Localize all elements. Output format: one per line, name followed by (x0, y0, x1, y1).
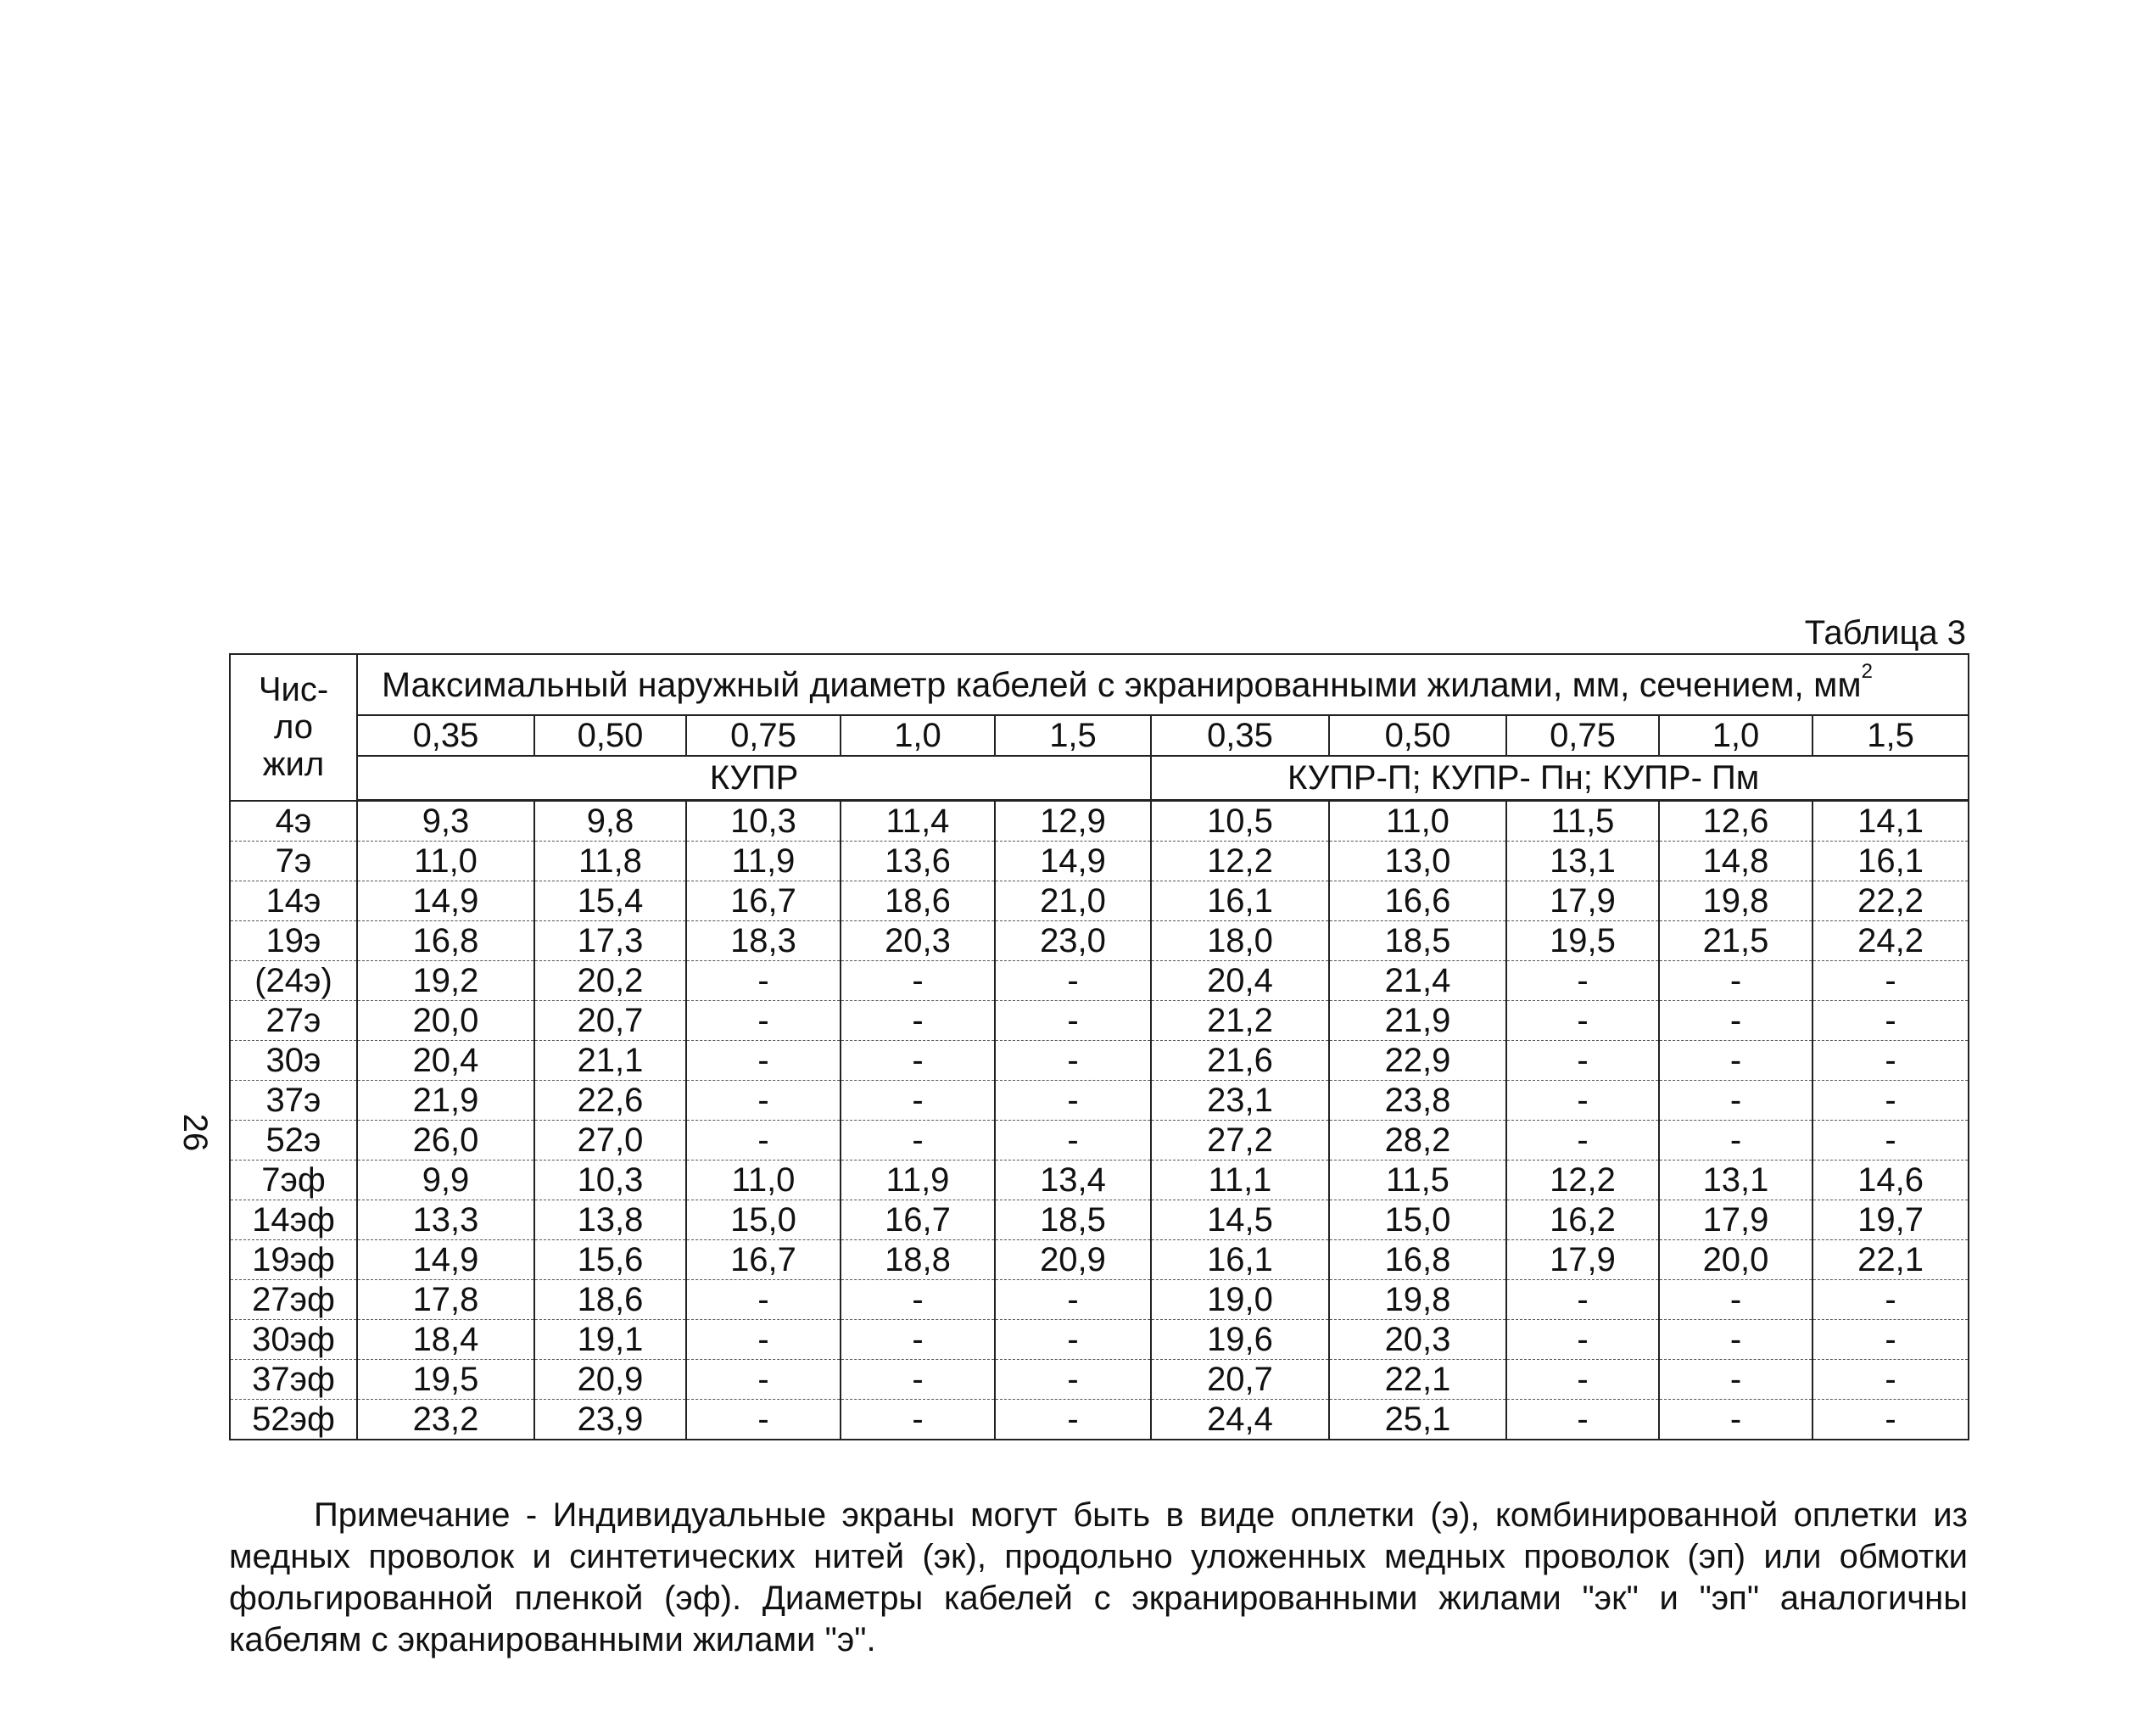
table-caption: Таблица 3 (1804, 614, 1966, 652)
table-cell: - (686, 1360, 841, 1400)
table-cell: 17,9 (1506, 881, 1659, 921)
table-cell: - (1506, 1001, 1659, 1041)
table-cell: 17,3 (534, 921, 686, 961)
table-cell: - (841, 1001, 995, 1041)
table-cell: 18,8 (841, 1240, 995, 1280)
table-cell: 19,5 (357, 1360, 534, 1400)
table-cell: 21,1 (534, 1041, 686, 1081)
table-row (230, 1400, 1969, 1440)
group-kupr-p: КУПР-П; КУПР- Пн; КУПР- Пм (1151, 756, 1969, 801)
table-cell: - (841, 1400, 995, 1440)
table-cell: - (841, 1081, 995, 1121)
table-row (230, 842, 1969, 881)
table-cell: - (686, 1081, 841, 1121)
table-row (230, 1121, 1969, 1161)
table-cell: 22,1 (1329, 1360, 1506, 1400)
table-cell: 13,0 (1329, 842, 1506, 881)
corner-header (230, 654, 357, 801)
table-cell: 16,1 (1812, 842, 1969, 881)
table-cell: - (1506, 1041, 1659, 1081)
table-cell: 19,7 (1812, 1200, 1969, 1240)
table-cell: - (995, 1081, 1151, 1121)
table-cell: 22,2 (1812, 881, 1969, 921)
table-cell: 21,5 (1659, 921, 1812, 961)
table-cell: 16,7 (686, 881, 841, 921)
table-row (230, 961, 1969, 1001)
table-row (230, 881, 1969, 921)
table-cell: - (1812, 1121, 1969, 1161)
table-cell: 16,8 (1329, 1240, 1506, 1280)
table-cell: 18,3 (686, 921, 841, 961)
section-header: 0,50 (534, 715, 686, 756)
table-cell: 22,9 (1329, 1041, 1506, 1081)
table-cell: - (1506, 1360, 1659, 1400)
row-label: 30э (230, 1041, 357, 1081)
row-label: 14э (230, 881, 357, 921)
table-cell: 16,7 (841, 1200, 995, 1240)
table-note: Примечание - Индивидуальные экраны могут быть в виде оплетки (э), комбинированной оплетки из медных проволок и синтетических нитей (эк), продольно уложенных медных проволок (эп) или обмотки фольгированной пленкой (эф). Диаметры кабелей с экранированными жилами "эк" и "эп" аналогичны кабелям с экранированными жилами "э". (229, 1496, 1968, 1658)
table-cell: 20,4 (1151, 961, 1329, 1001)
section-header: 0,35 (357, 715, 534, 756)
table-cell: - (995, 1121, 1151, 1161)
table-cell: - (1812, 1081, 1969, 1121)
table-row (230, 1161, 1969, 1200)
table-cell: 15,0 (1329, 1200, 1506, 1240)
table-cell: - (1506, 1400, 1659, 1440)
row-label: 52э (230, 1121, 357, 1161)
table-cell: - (995, 1400, 1151, 1440)
table-cell: - (686, 961, 841, 1001)
table-cell: 19,5 (1506, 921, 1659, 961)
table-cell: 9,8 (534, 801, 686, 842)
row-label: 19э (230, 921, 357, 961)
table-cell: 12,9 (995, 801, 1151, 842)
table-cell: 27,0 (534, 1121, 686, 1161)
table-cell: 22,1 (1812, 1240, 1969, 1280)
section-header: 1,5 (995, 715, 1151, 756)
table-cell: 21,6 (1151, 1041, 1329, 1081)
table-cell: 16,2 (1506, 1200, 1659, 1240)
table-row (230, 1001, 1969, 1041)
section-header: 0,50 (1329, 715, 1506, 756)
table-cell: - (1506, 1280, 1659, 1320)
table-cell: - (841, 961, 995, 1001)
table-cell: 10,3 (686, 801, 841, 842)
table-cell: 21,4 (1329, 961, 1506, 1001)
table-cell: - (1812, 1280, 1969, 1320)
section-header: 0,75 (1506, 715, 1659, 756)
row-label: 14эф (230, 1200, 357, 1240)
table-cell: 10,3 (534, 1161, 686, 1200)
table-cell: - (686, 1280, 841, 1320)
table-cell: 11,9 (686, 842, 841, 881)
row-label: 37эф (230, 1360, 357, 1400)
table-cell: 13,6 (841, 842, 995, 881)
table-row (230, 1200, 1969, 1240)
table-container (229, 653, 1968, 1440)
title-superscript: 2 (1861, 660, 1873, 683)
table-cell: 15,0 (686, 1200, 841, 1240)
table-cell: - (995, 961, 1151, 1001)
table-cell: - (1659, 1121, 1812, 1161)
section-header: 1,0 (841, 715, 995, 756)
table-cell: 9,3 (357, 801, 534, 842)
table-cell: 17,9 (1659, 1200, 1812, 1240)
table-cell: 14,8 (1659, 842, 1812, 881)
table-cell: - (1659, 961, 1812, 1001)
table-cell: - (841, 1320, 995, 1360)
row-label: 52эф (230, 1400, 357, 1440)
table-cell: 19,1 (534, 1320, 686, 1360)
table-cell: 14,9 (995, 842, 1151, 881)
table-cell: 16,6 (1329, 881, 1506, 921)
row-label: 7эф (230, 1161, 357, 1200)
table-cell: 12,6 (1659, 801, 1812, 842)
row-label: 27эф (230, 1280, 357, 1320)
table-cell: - (841, 1280, 995, 1320)
table-cell: 11,1 (1151, 1161, 1329, 1200)
group-kupr: КУПР (357, 756, 1151, 801)
table-cell: 17,9 (1506, 1240, 1659, 1280)
table-cell: 19,2 (357, 961, 534, 1001)
section-header: 1,5 (1812, 715, 1969, 756)
table-row (230, 1360, 1969, 1400)
table-cell: - (995, 1320, 1151, 1360)
table-title-cell (357, 654, 1969, 715)
table-cell: 20,9 (995, 1240, 1151, 1280)
row-label: 30эф (230, 1320, 357, 1360)
table-cell: 13,3 (357, 1200, 534, 1240)
table-cell: 27,2 (1151, 1121, 1329, 1161)
table-cell: - (1812, 1360, 1969, 1400)
table-cell: - (1659, 1081, 1812, 1121)
table-cell: 25,1 (1329, 1400, 1506, 1440)
section-header: 1,0 (1659, 715, 1812, 756)
table-row (230, 1320, 1969, 1360)
corner-line: ло (273, 708, 314, 747)
table-cell: 20,0 (1659, 1240, 1812, 1280)
table-cell: 13,1 (1659, 1161, 1812, 1200)
table-cell: 21,9 (357, 1081, 534, 1121)
table-cell: 16,7 (686, 1240, 841, 1280)
table-cell: 12,2 (1506, 1161, 1659, 1200)
table-cell: - (1659, 1400, 1812, 1440)
table-cell: - (841, 1360, 995, 1400)
table-cell: 20,7 (534, 1001, 686, 1041)
table-cell: - (686, 1121, 841, 1161)
table-cell: 11,4 (841, 801, 995, 842)
table-cell: 11,9 (841, 1161, 995, 1200)
table-cell: 21,0 (995, 881, 1151, 921)
table-cell: 12,2 (1151, 842, 1329, 881)
table-cell: 16,1 (1151, 1240, 1329, 1280)
table-cell: - (841, 1041, 995, 1081)
table-cell: 19,8 (1659, 881, 1812, 921)
table-cell: 23,1 (1151, 1081, 1329, 1121)
table-cell: 9,9 (357, 1161, 534, 1200)
table-cell: 22,6 (534, 1081, 686, 1121)
table-cell: 21,2 (1151, 1001, 1329, 1041)
table-cell: - (1506, 1081, 1659, 1121)
table-cell: - (1659, 1001, 1812, 1041)
table-cell: - (1506, 1320, 1659, 1360)
table-cell: - (995, 1280, 1151, 1320)
table-cell: 15,6 (534, 1240, 686, 1280)
table-cell: 20,7 (1151, 1360, 1329, 1400)
table-cell: 14,9 (357, 881, 534, 921)
table-row (230, 1041, 1969, 1081)
table-cell: 20,4 (357, 1041, 534, 1081)
table-cell: - (841, 1121, 995, 1161)
table-cell: 11,5 (1506, 801, 1659, 842)
table-cell: 14,5 (1151, 1200, 1329, 1240)
table-cell: 18,6 (841, 881, 995, 921)
table-cell: 17,8 (357, 1280, 534, 1320)
table-cell: 13,4 (995, 1161, 1151, 1200)
table-cell: 20,3 (1329, 1320, 1506, 1360)
row-label: 4э (230, 801, 357, 842)
table-row (230, 921, 1969, 961)
table-cell: - (1659, 1320, 1812, 1360)
table-row (230, 801, 1969, 842)
table-cell: 23,2 (357, 1400, 534, 1440)
table-cell: - (995, 1360, 1151, 1400)
table-cell: - (686, 1041, 841, 1081)
table-title: Максимальный наружный диаметр кабелей с экранированными жилами, мм, сечением, мм (382, 665, 1862, 704)
cable-diameter-table (229, 653, 1969, 1440)
table-cell: - (1659, 1280, 1812, 1320)
table-cell: 24,4 (1151, 1400, 1329, 1440)
table-cell: 13,8 (534, 1200, 686, 1240)
table-cell: - (1506, 1121, 1659, 1161)
table-cell: 20,0 (357, 1001, 534, 1041)
table-cell: 11,0 (1329, 801, 1506, 842)
table-cell: - (1812, 1320, 1969, 1360)
table-cell: 11,0 (357, 842, 534, 881)
table-cell: 19,0 (1151, 1280, 1329, 1320)
table-cell: - (1812, 961, 1969, 1001)
table-cell: 23,0 (995, 921, 1151, 961)
table-cell: 19,8 (1329, 1280, 1506, 1320)
section-header: 0,75 (686, 715, 841, 756)
table-cell: 13,1 (1506, 842, 1659, 881)
table-cell: 14,9 (357, 1240, 534, 1280)
table-cell: 20,9 (534, 1360, 686, 1400)
section-header: 0,35 (1151, 715, 1329, 756)
table-cell: - (995, 1001, 1151, 1041)
table-cell: - (1812, 1001, 1969, 1041)
table-cell: 18,4 (357, 1320, 534, 1360)
table-cell: 16,1 (1151, 881, 1329, 921)
page-number: 26 (176, 1113, 214, 1152)
corner-line: Чис- (258, 671, 329, 709)
table-cell: - (1659, 1360, 1812, 1400)
table-cell: 18,6 (534, 1280, 686, 1320)
row-label: (24э) (230, 961, 357, 1001)
table-cell: 20,2 (534, 961, 686, 1001)
table-cell: - (1659, 1041, 1812, 1081)
table-cell: 18,5 (995, 1200, 1151, 1240)
table-cell: 26,0 (357, 1121, 534, 1161)
table-cell: 18,0 (1151, 921, 1329, 961)
table-cell: 19,6 (1151, 1320, 1329, 1360)
table-cell: - (686, 1400, 841, 1440)
table-cell: 28,2 (1329, 1121, 1506, 1161)
table-row (230, 1280, 1969, 1320)
table-cell: 11,5 (1329, 1161, 1506, 1200)
table-cell: 11,0 (686, 1161, 841, 1200)
table-cell: 16,8 (357, 921, 534, 961)
table-cell: 21,9 (1329, 1001, 1506, 1041)
table-cell: 14,6 (1812, 1161, 1969, 1200)
table-cell: 15,4 (534, 881, 686, 921)
table-cell: - (686, 1320, 841, 1360)
table-cell: 23,9 (534, 1400, 686, 1440)
table-cell: 24,2 (1812, 921, 1969, 961)
table-cell: 23,8 (1329, 1081, 1506, 1121)
table-cell: - (1812, 1041, 1969, 1081)
row-label: 27э (230, 1001, 357, 1041)
row-label: 7э (230, 842, 357, 881)
table-cell: - (995, 1041, 1151, 1081)
table-cell: - (1812, 1400, 1969, 1440)
table-cell: 14,1 (1812, 801, 1969, 842)
row-label: 37э (230, 1081, 357, 1121)
table-cell: 11,8 (534, 842, 686, 881)
table-cell: 10,5 (1151, 801, 1329, 842)
table-row (230, 1081, 1969, 1121)
table-cell: 20,3 (841, 921, 995, 961)
table-cell: - (1506, 961, 1659, 1001)
corner-line: жил (262, 746, 325, 784)
table-cell: - (686, 1001, 841, 1041)
row-label: 19эф (230, 1240, 357, 1280)
table-cell: 18,5 (1329, 921, 1506, 961)
table-row (230, 1240, 1969, 1280)
